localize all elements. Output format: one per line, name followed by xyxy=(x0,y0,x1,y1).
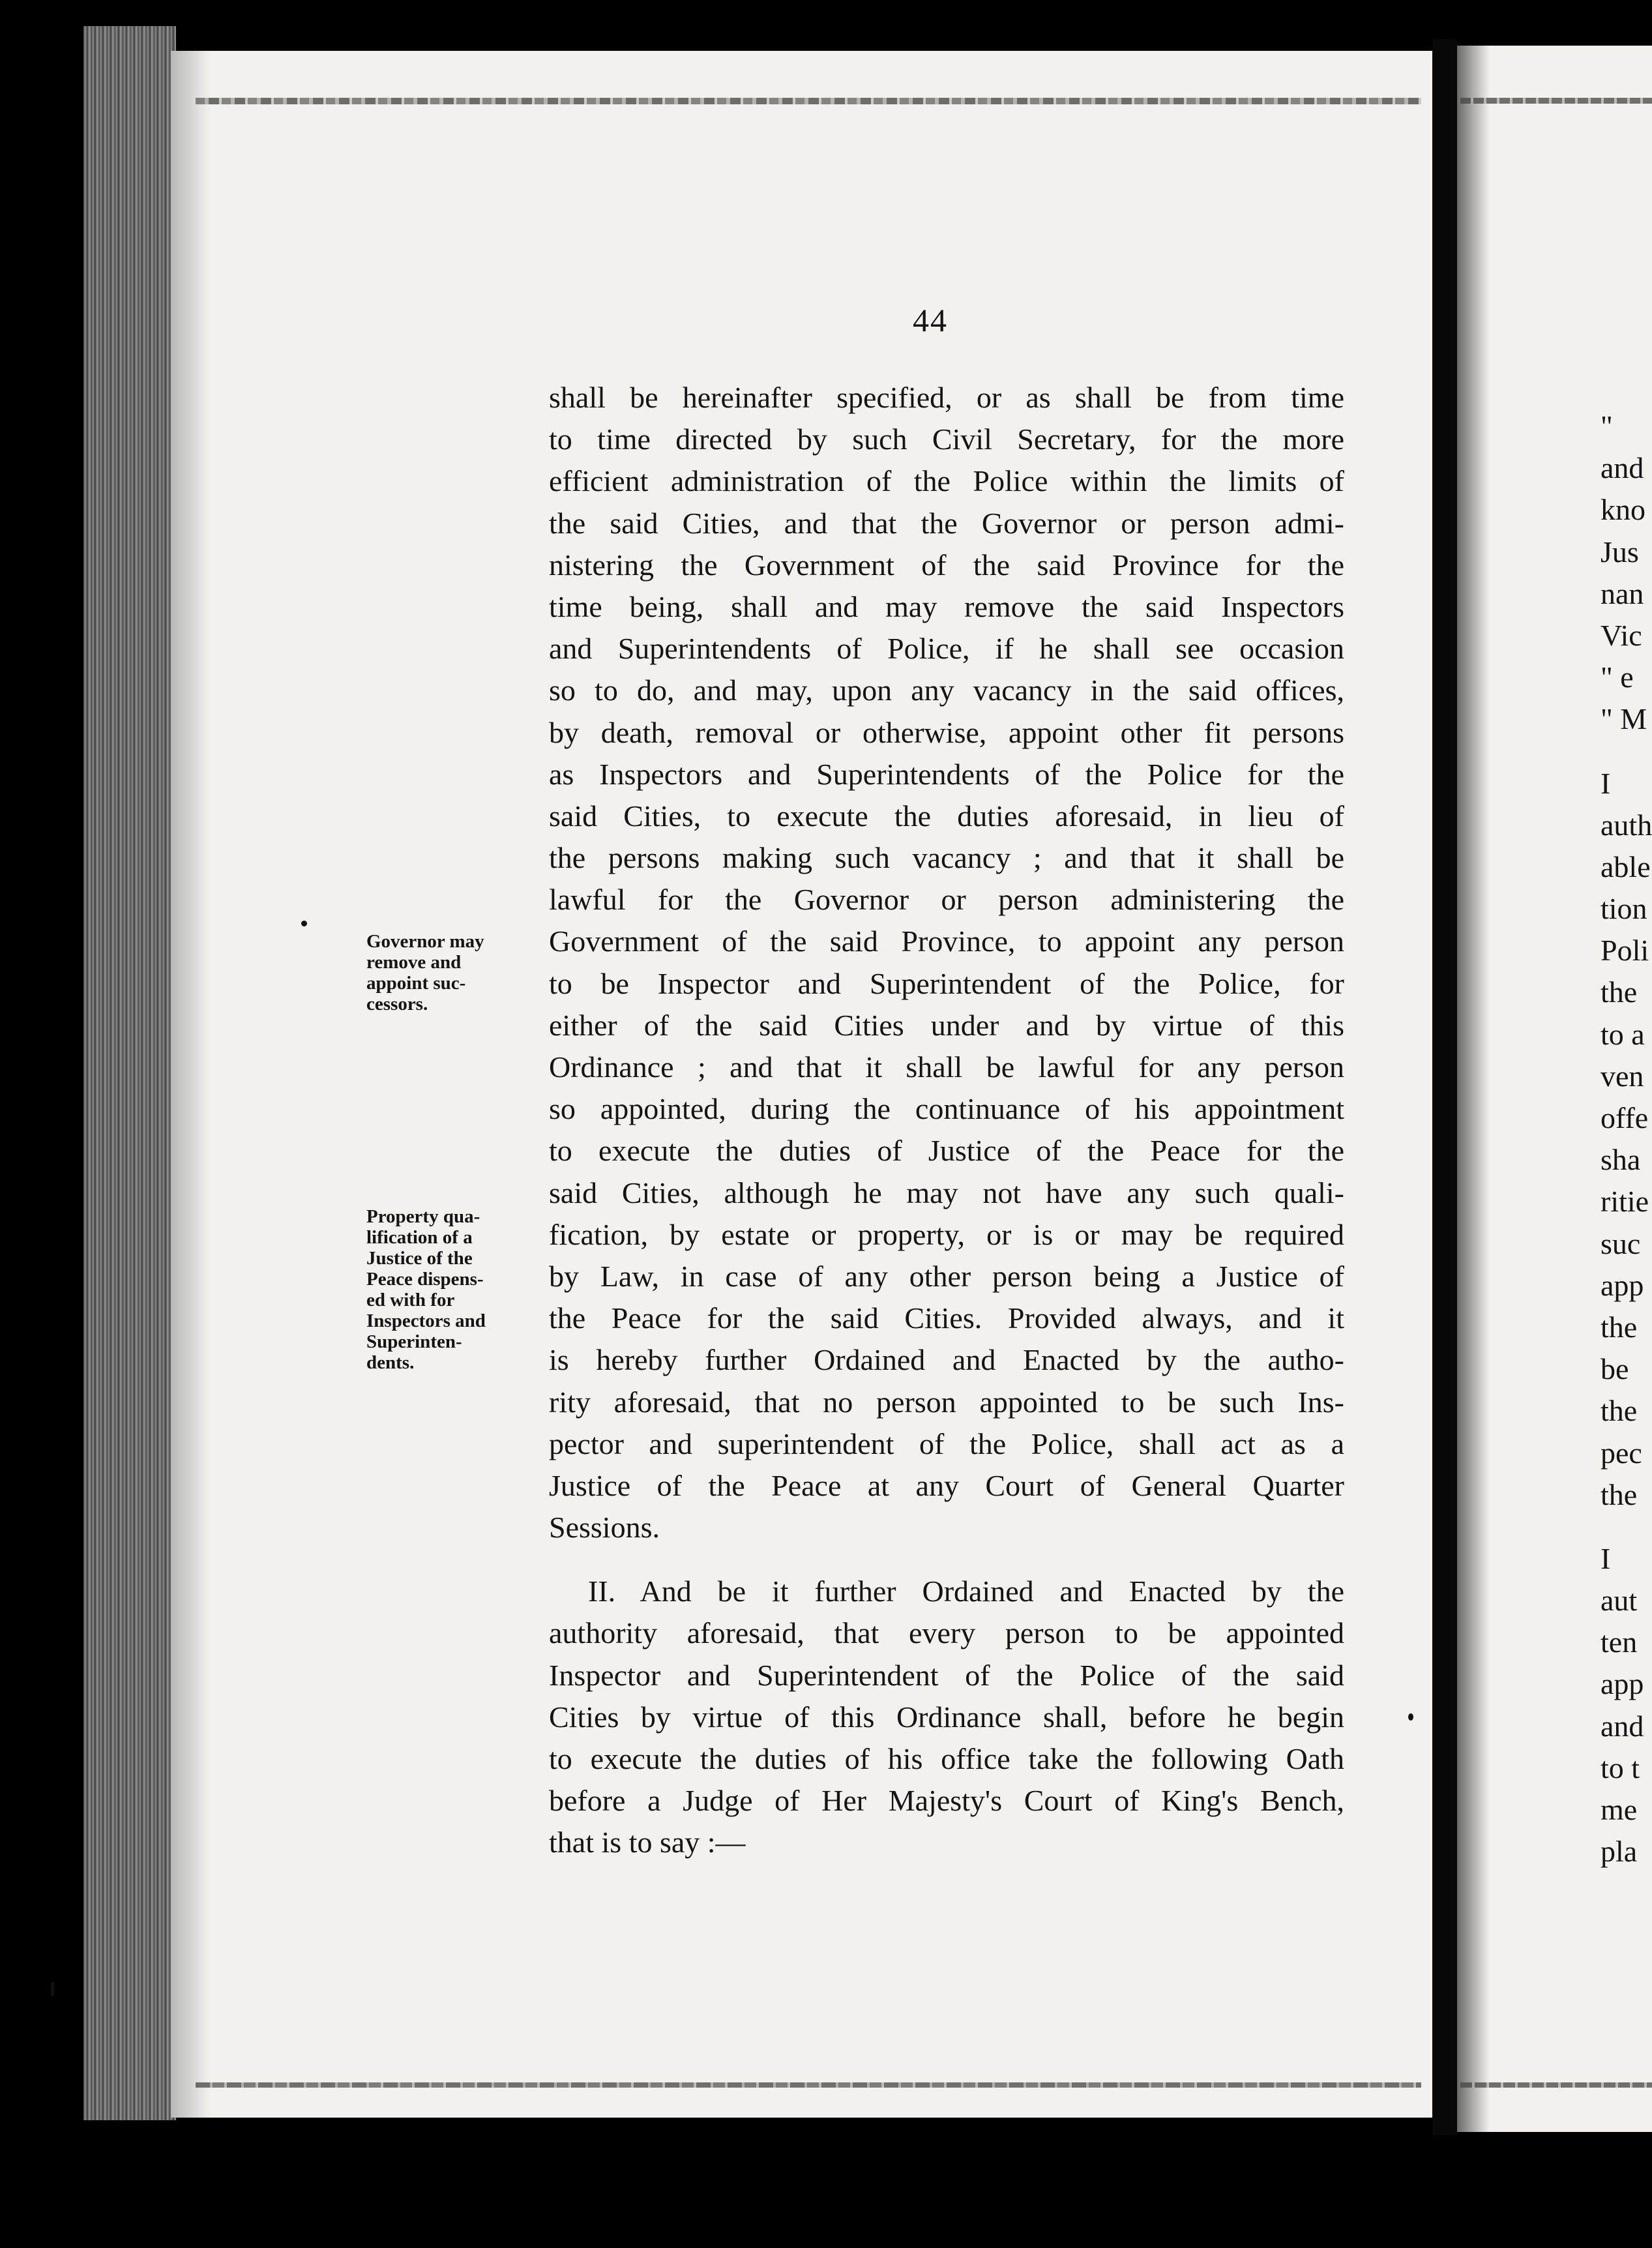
fragment-line: I xyxy=(1600,766,1611,800)
fragment-line: to t xyxy=(1600,1751,1640,1784)
body-text xyxy=(549,377,1344,1864)
text-line: to execute the duties of his office take the following Oath xyxy=(549,1742,1344,1775)
sidenote-line: remove and xyxy=(366,952,462,973)
fragment-line: pec xyxy=(1600,1436,1642,1470)
fragment-line: sha xyxy=(1600,1143,1641,1177)
right-page-binding-shadow xyxy=(1457,46,1490,2132)
fragment-line: kno xyxy=(1600,493,1645,527)
text-line: to execute the duties of Justice of the Peace for the xyxy=(549,1134,1344,1168)
text-line: Ordinance ; and that it shall be lawful for any person xyxy=(549,1050,1344,1084)
text-line: nistering the Government of the said Province for the xyxy=(549,548,1344,582)
sidenote-property-qualification xyxy=(366,1206,542,1373)
fragment-line: ten xyxy=(1600,1625,1638,1659)
text-line: time being, shall and may remove the said Inspectors xyxy=(549,589,1344,623)
paragraph-continuation xyxy=(549,377,1344,1548)
right-page-text-fragments xyxy=(1600,406,1652,1872)
sidenote-line: Peace dispens- xyxy=(366,1269,484,1290)
fragment-line: tion xyxy=(1600,892,1647,926)
fragment-line: " M xyxy=(1600,702,1647,736)
sidenote-line: Property qua- xyxy=(366,1206,480,1227)
text-line: the said Cities, and that the Governor or person admi- xyxy=(549,506,1344,540)
book-page-edges xyxy=(83,26,176,2120)
sidenote-governor-may-remove xyxy=(366,931,542,1014)
fragment-line: Poli xyxy=(1600,934,1649,968)
right-fragments-bottom xyxy=(1600,1538,1652,1873)
fragment-line: the xyxy=(1600,975,1638,1009)
text-line: pector and superintendent of the Police, shall act as a xyxy=(549,1427,1344,1460)
fragment-line: me xyxy=(1600,1793,1638,1826)
fragment-line: app xyxy=(1600,1667,1644,1701)
text-line: to be Inspector and Superintendent of the Police, for xyxy=(549,966,1344,1000)
text-line: the Peace for the said Cities. Provided always, and it xyxy=(549,1301,1344,1335)
text-line: that is to say :— xyxy=(549,1826,746,1859)
fragment-line: be xyxy=(1600,1352,1629,1386)
text-line: II. And be it further Ordained and Enacted by the xyxy=(588,1575,1344,1608)
sidenote-line: appoint suc- xyxy=(366,973,466,994)
fragment-line: Vic xyxy=(1600,618,1642,652)
fragment-line: and xyxy=(1600,1709,1644,1743)
text-line: so to do, and may, upon any vacancy in the said offices, xyxy=(549,673,1344,707)
fragment-line: to a xyxy=(1600,1017,1645,1051)
fragment-line: auth xyxy=(1600,808,1652,842)
page-number: 44 xyxy=(913,302,948,338)
sidenote-line: Superinten- xyxy=(366,1331,462,1352)
sidenote-line: Governor may xyxy=(366,931,484,952)
fragment-line: and xyxy=(1600,451,1644,485)
right-fragments-mid xyxy=(1600,763,1652,1516)
right-top-rule-line xyxy=(1460,98,1652,104)
sidenote-line: lification of a xyxy=(366,1227,473,1248)
fragment-line: I xyxy=(1600,1541,1611,1575)
right-bottom-rule-line xyxy=(1460,2082,1652,2088)
fragment-line: " xyxy=(1600,409,1613,443)
text-line: said Cities, although he may not have any such quali- xyxy=(549,1176,1344,1209)
text-line: lawful for the Governor or person administering the xyxy=(549,883,1344,917)
text-line: Cities by virtue of this Ordinance shall, before he begin xyxy=(549,1700,1344,1734)
text-line: Sessions. xyxy=(549,1511,660,1545)
right-fragments-top xyxy=(1600,406,1652,741)
fragment-line: the xyxy=(1600,1394,1638,1428)
left-page-binding-shadow xyxy=(171,51,210,2118)
fragment-line: offe xyxy=(1600,1101,1649,1134)
text-line: Inspector and Superintendent of the Police of the said xyxy=(549,1658,1344,1692)
ink-speck xyxy=(51,1982,54,1996)
text-line: Government of the said Province, to appoint any person xyxy=(549,924,1344,958)
text-line: so appointed, during the continuance of his appointment xyxy=(549,1092,1344,1126)
text-line: said Cities, to execute the duties aforesaid, in lieu of xyxy=(549,799,1344,833)
fragment-line: able xyxy=(1600,850,1651,883)
paragraph-gap xyxy=(549,1548,1344,1571)
text-line: to time directed by such Civil Secretary, for the more xyxy=(549,422,1344,456)
fragment-line: " e xyxy=(1600,660,1634,694)
text-line: and Superintendents of Police, if he shall see occasion xyxy=(549,632,1344,666)
fragment-line: nan xyxy=(1600,576,1644,610)
text-line: rity aforesaid, that no person appointed to be such Ins- xyxy=(549,1385,1344,1419)
bottom-rule-line xyxy=(196,2082,1421,2088)
text-line: before a Judge of Her Majesty's Court of King's Bench, xyxy=(549,1784,1344,1818)
fragment-line: ven xyxy=(1600,1059,1644,1093)
sidenote-line: Justice of the xyxy=(366,1248,473,1269)
fragment-line: the xyxy=(1600,1477,1638,1511)
book-gutter xyxy=(1432,39,1457,2135)
text-line: efficient administration of the Police within the limits of xyxy=(549,464,1344,498)
text-line: fication, by estate or property, or is or may be required xyxy=(549,1217,1344,1251)
text-line: Justice of the Peace at any Court of General Quarter xyxy=(549,1468,1344,1502)
text-line: either of the said Cities under and by virtue of this xyxy=(549,1008,1344,1042)
paragraph-section-two xyxy=(549,1571,1344,1863)
fragment-line: the xyxy=(1600,1310,1638,1344)
sidenote-line: cessors. xyxy=(366,994,428,1014)
fragment-line: aut xyxy=(1600,1584,1638,1618)
text-line: authority aforesaid, that every person to be appointed xyxy=(549,1616,1344,1650)
text-line: as Inspectors and Superintendents of the Police for the xyxy=(549,757,1344,791)
fragment-line: app xyxy=(1600,1268,1644,1302)
sidenote-line: ed with for xyxy=(366,1290,455,1310)
ink-speck xyxy=(1408,1713,1413,1721)
fragment-line: pla xyxy=(1600,1835,1638,1869)
text-line: shall be hereinafter specified, or as shall be from time xyxy=(549,381,1344,414)
text-line: is hereby further Ordained and Enacted by the autho- xyxy=(549,1343,1344,1377)
text-line: the persons making such vacancy ; and that it shall be xyxy=(549,841,1344,875)
fragment-line: Jus xyxy=(1600,535,1639,569)
top-rule-line xyxy=(196,98,1421,104)
fragment-line: suc xyxy=(1600,1226,1641,1260)
text-line: by Law, in case of any other person being a Justice of xyxy=(549,1259,1344,1293)
ink-speck xyxy=(301,921,307,926)
text-line: by death, removal or otherwise, appoint other fit persons xyxy=(549,715,1344,749)
fragment-gap xyxy=(1600,741,1652,763)
fragment-gap xyxy=(1600,1516,1652,1538)
fragment-line: ritie xyxy=(1600,1185,1649,1219)
sidenote-line: Inspectors and xyxy=(366,1310,486,1331)
sidenote-line: dents. xyxy=(366,1352,415,1373)
